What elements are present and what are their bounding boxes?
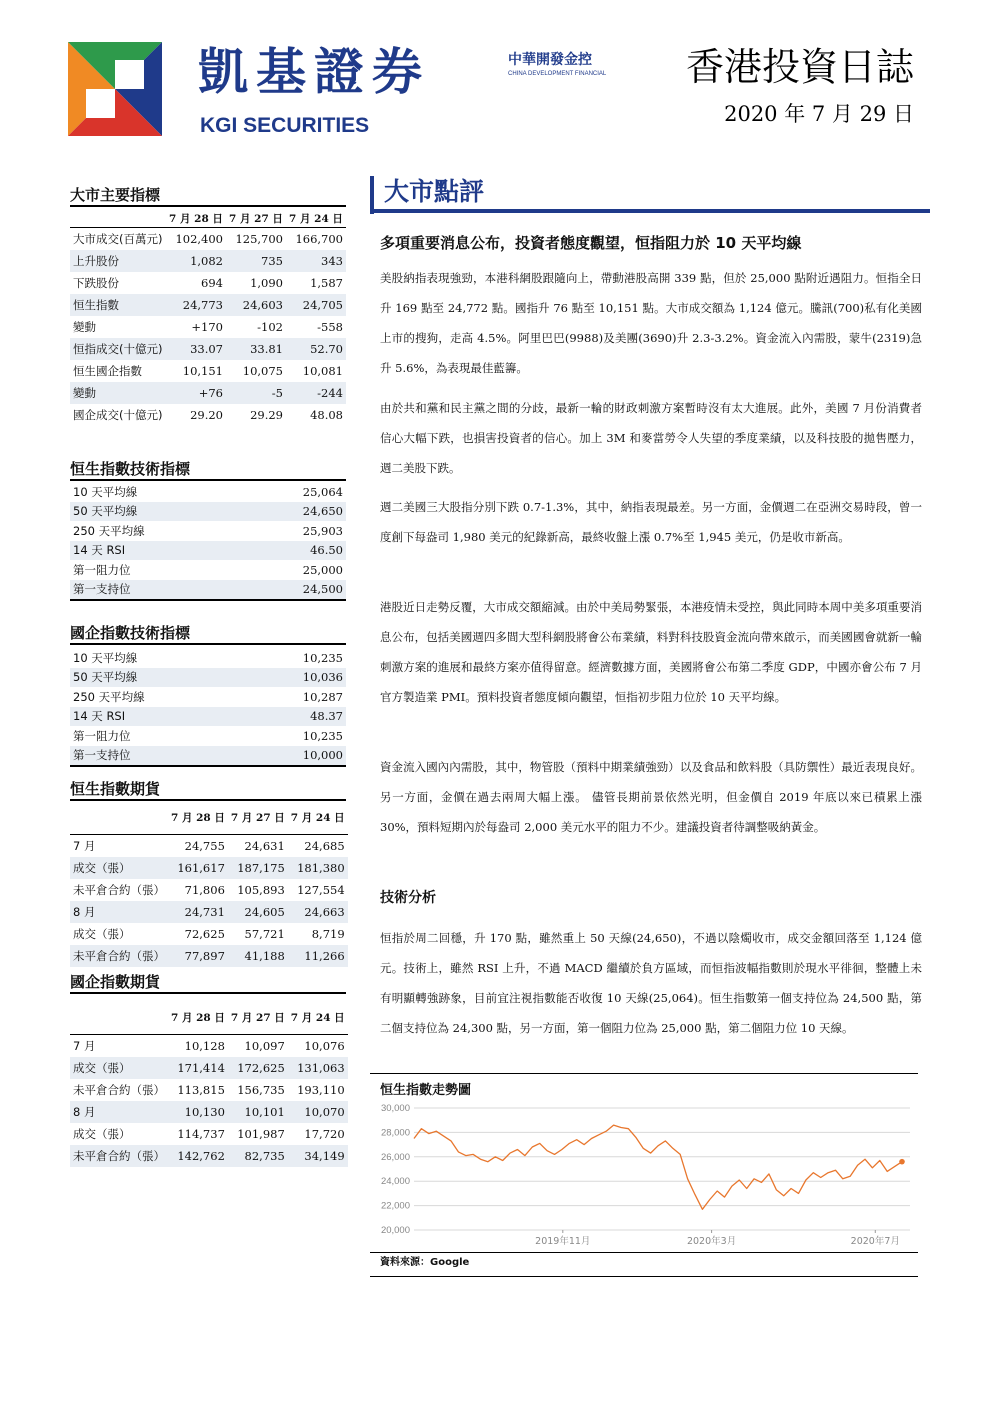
table-row <box>70 482 346 502</box>
cell: 113,815 <box>177 1083 225 1097</box>
cell: 10,151 <box>182 364 223 378</box>
cell: 125,700 <box>235 232 283 246</box>
cell: 10,235 <box>302 728 343 743</box>
cell: 29.29 <box>250 408 283 422</box>
table-row <box>70 228 346 251</box>
row-label: 50 天平均線 <box>70 502 243 522</box>
table-row <box>70 250 346 272</box>
row-label: 未平倉合約（張） <box>73 883 165 897</box>
cell: 10,287 <box>302 689 343 704</box>
cell: 46.50 <box>243 541 346 561</box>
kgi-logo <box>68 42 162 136</box>
row-label: 大市成交(百萬元) <box>73 232 163 246</box>
column-header: 7 月 28 日 <box>171 811 225 824</box>
table-row <box>70 945 348 967</box>
row-label: 第一支持位 <box>70 580 243 601</box>
table-row <box>70 272 346 294</box>
cell: 142,762 <box>168 1145 228 1167</box>
cell: 10,076 <box>288 1035 348 1058</box>
commentary-paragraph: 資金流入國內內需股，其中，物管股（預料中期業績強勁）以及食品和飲料股（具防禦性）最近表現良好。 另一方面，金價在過去兩周大幅上漲。 儘管長期前景依然光明，但金價自 2019 年底以來已積累上漲 30%，預料短期內於每盎司 2,000 美元水平的阻力不少。建議投資者待調整吸納黃金。 <box>380 760 922 834</box>
row-label: 250 天平均線 <box>73 689 145 704</box>
cell: 156,735 <box>237 1083 285 1097</box>
row-label: 250 天平均線 <box>73 523 145 538</box>
table-row <box>70 668 346 688</box>
table-row <box>70 502 346 522</box>
cell: 24,663 <box>288 901 348 923</box>
cell: 24,685 <box>288 835 348 858</box>
cell: 71,806 <box>184 883 225 897</box>
commentary-paragraph: 港股近日走勢反覆，大市成交額縮減。由於中美局勢緊張，本港疫情未受控，與此同時本周中美多項重要消息公布，包括美國週四多間大型科網股將會公布業績，料對科技股資金流向帶來啟示，而美國國會就新一輪刺激方案的進展和最終方案亦值得留意。經濟數據方面，美國將會公布第二季度 GDP，中國亦會公布 7 月官方製造業 PMI。預料投資者態度傾向觀望，恒指初步阻力位於 10 天平均線。 <box>380 600 922 704</box>
row-label: 變動 <box>70 382 166 404</box>
report-date: 2020 年 7 月 29 日 <box>724 102 914 126</box>
cell: 10,130 <box>168 1101 228 1123</box>
hsi-technical-table <box>70 482 346 601</box>
row-label: 成交（張） <box>70 1057 168 1079</box>
chart-top-rule <box>370 1073 918 1074</box>
hscei-futures-table <box>70 1000 348 1167</box>
y-tick-label: 28,000 <box>380 1127 410 1139</box>
cell: 10,000 <box>243 746 346 767</box>
row-label: 國企成交(十億元) <box>73 408 163 422</box>
y-tick-label: 20,000 <box>380 1225 410 1236</box>
table-row <box>70 746 346 767</box>
table-header-row <box>70 1000 348 1035</box>
column-header: 7 月 28 日 <box>166 209 226 228</box>
cell: 10,036 <box>243 668 346 688</box>
column-header: 7 月 27 日 <box>230 1011 285 1024</box>
cell: 17,720 <box>304 1127 345 1141</box>
table-row <box>70 294 346 316</box>
cell: 1,587 <box>310 276 343 290</box>
cell: 172,625 <box>228 1057 288 1079</box>
y-tick-label: 26,000 <box>380 1151 410 1163</box>
cell: 1,090 <box>250 276 283 290</box>
table-row <box>70 404 346 426</box>
cell: 10,081 <box>302 364 343 378</box>
cell: 101,987 <box>237 1127 285 1141</box>
cell: 48.08 <box>310 408 343 422</box>
x-tick-label: 2020年7月 <box>850 1236 900 1247</box>
cell: 52.70 <box>286 338 346 360</box>
row-label: 未平倉合約（張） <box>70 945 168 967</box>
cell: -5 <box>226 382 286 404</box>
table-row <box>70 1079 348 1101</box>
row-label: 第一阻力位 <box>73 562 131 577</box>
cell: 114,737 <box>177 1127 225 1141</box>
table-row <box>70 316 346 338</box>
hsi-futures-title: 恒生指數期貨 <box>70 780 346 801</box>
cell: +76 <box>166 382 226 404</box>
hscei-technical-table <box>70 648 346 767</box>
cell: 24,705 <box>286 294 346 316</box>
cell: 131,063 <box>288 1057 348 1079</box>
table-row <box>70 1057 348 1079</box>
cell: 82,735 <box>228 1145 288 1167</box>
table-row <box>70 857 348 879</box>
market-indicators-table <box>70 209 346 426</box>
row-label: 成交（張） <box>73 1127 131 1141</box>
table-row <box>70 382 346 404</box>
cell: 57,721 <box>244 927 285 941</box>
cell: 24,755 <box>168 835 228 858</box>
cell: 187,175 <box>228 857 288 879</box>
series-line <box>414 1125 902 1209</box>
chart-end-rule <box>370 1276 918 1277</box>
table-row <box>70 648 346 668</box>
market-indicators-title: 大市主要指標 <box>70 186 346 207</box>
table-row <box>70 1035 348 1058</box>
cell: 343 <box>286 250 346 272</box>
column-header: 7 月 24 日 <box>286 209 346 228</box>
cell: 24,500 <box>243 580 346 601</box>
cell: 24,773 <box>166 294 226 316</box>
cell: 24,650 <box>243 502 346 522</box>
commentary-paragraph: 美股納指表現強勁，本港科網股跟隨向上，帶動港股高開 339 點，但於 25,000 點附近遇阻力。恒指全日升 169 點至 24,772 點。國指升 76 點至 10,151 點。大市成交額為 1,124 億元。騰訊(700)私有化美國上市的搜狗，走高 4.5%。阿里巴巴(9988)及美團(3690)升 2.3-3.2%。資金流入內需股，蒙牛(2319)急升 5.6%，為表現最佳藍籌。 <box>380 271 922 375</box>
parent-company-english: CHINA DEVELOPMENT FINANCIAL <box>508 71 607 77</box>
table-row <box>70 707 346 727</box>
table-row <box>70 835 348 858</box>
table-row <box>70 901 348 923</box>
technical-analysis-paragraph: 恒指於周二回穩，升 170 點，雖然重上 50 天線(24,650)，不過以陰燭收市，成交金額回落至 1,124 億元。技術上，雖然 RSI 上升，不過 MACD 繼續於負方區域，而恒指波幅指數則於現水平徘徊，整體上未有明顯轉強跡象，目前宜注視指數能否收復 10 天線(25,064)。恒生指數第一個支持位為 24,500 點，第二個支持位為 24,300 點，另一方面，第一個阻力位為 25,000 點，第二個阻力位 10 天線。 <box>380 931 922 1035</box>
commentary-headline: 多項重要消息公布，投資者態度觀望，恒指阻力於 10 天平均線 <box>380 234 802 252</box>
row-label: 7 月 <box>70 835 168 858</box>
hsi-trend-chart <box>370 1098 918 1250</box>
cell: -558 <box>317 320 343 334</box>
cell: 48.37 <box>243 707 346 727</box>
cell: 694 <box>201 276 223 290</box>
hscei-futures-title: 國企指數期貨 <box>70 973 346 994</box>
row-label: 8 月 <box>70 1101 168 1123</box>
table-row <box>70 1123 348 1145</box>
commentary-paragraph: 週二美國三大股指分別下跌 0.7-1.3%，其中，納指表現最差。另一方面，金價週二在亞洲交易時段，曾一度創下每盎司 1,980 美元的紀錄新高，最終收盤上漲 0.7%至 1,945 美元，仍是收市新高。 <box>380 500 922 544</box>
table-row <box>70 726 346 746</box>
column-header: 7 月 24 日 <box>290 811 345 824</box>
cell: 161,617 <box>168 857 228 879</box>
row-label: 第一支持位 <box>70 746 243 767</box>
row-label: 14 天 RSI <box>70 707 243 727</box>
cell: 105,893 <box>237 883 285 897</box>
commentary-divider <box>370 209 930 213</box>
report-title: 香港投資日誌 <box>685 45 914 89</box>
cell: 24,731 <box>168 901 228 923</box>
cell: 10,235 <box>302 650 343 665</box>
cell: 8,719 <box>311 927 345 941</box>
table-row <box>70 1101 348 1123</box>
row-label: 上升股份 <box>70 250 166 272</box>
x-tick-label: 2019年11月 <box>535 1236 591 1247</box>
cell: 33.81 <box>226 338 286 360</box>
table-row <box>70 1145 348 1167</box>
cell: 77,897 <box>168 945 228 967</box>
brand-name-english: KGI SECURITIES <box>200 114 370 137</box>
table-row <box>70 521 346 541</box>
cell: 10,070 <box>288 1101 348 1123</box>
row-label: 恒生指數 <box>70 294 166 316</box>
column-header: 7 月 28 日 <box>171 1011 225 1024</box>
cell: 25,064 <box>302 484 343 499</box>
chart-bottom-rule <box>370 1252 918 1253</box>
cell: 25,000 <box>302 562 343 577</box>
row-label: 未平倉合約（張） <box>73 1083 165 1097</box>
table-row <box>70 879 348 901</box>
cell: 29.20 <box>190 408 223 422</box>
commentary-title: 大市點評 <box>384 177 485 206</box>
row-label: 恒指成交(十億元) <box>70 338 166 360</box>
cell: 102,400 <box>175 232 223 246</box>
cell: -244 <box>286 382 346 404</box>
column-header: 7 月 27 日 <box>230 811 285 824</box>
chart-source: 資料來源：Google <box>380 1257 470 1268</box>
cell: 41,188 <box>228 945 288 967</box>
row-label: 14 天 RSI <box>70 541 243 561</box>
row-label: 變動 <box>73 320 96 334</box>
cell: 25,903 <box>302 523 343 538</box>
row-label: 成交（張） <box>73 927 131 941</box>
table-row <box>70 687 346 707</box>
hsi-technical-title: 恒生指數技術指標 <box>70 460 346 481</box>
hscei-technical-title: 國企指數技術指標 <box>70 624 346 645</box>
row-label: 第一阻力位 <box>73 728 131 743</box>
cell: 193,110 <box>297 1083 345 1097</box>
cell: 10,101 <box>228 1101 288 1123</box>
y-tick-label: 24,000 <box>380 1176 410 1188</box>
table-row <box>70 580 346 601</box>
cell: -102 <box>257 320 283 334</box>
parent-company-chinese: 中華開發金控 <box>508 52 592 68</box>
row-label: 10 天平均線 <box>73 650 138 665</box>
y-tick-label: 30,000 <box>380 1103 410 1114</box>
brand-name-chinese: 凱基證券 <box>198 43 430 101</box>
row-label: 7 月 <box>70 1035 168 1058</box>
row-label: 未平倉合約（張） <box>70 1145 168 1167</box>
row-label: 成交（張） <box>70 857 168 879</box>
cell: 24,631 <box>228 835 288 858</box>
cell: 72,625 <box>184 927 225 941</box>
chart-title: 恒生指數走勢圖 <box>380 1083 472 1098</box>
x-tick-label: 2020年3月 <box>686 1236 737 1247</box>
cell: 166,700 <box>295 232 343 246</box>
cell: 24,605 <box>228 901 288 923</box>
cell: 34,149 <box>288 1145 348 1167</box>
row-label: 下跌股份 <box>73 276 119 290</box>
table-row <box>70 360 346 382</box>
hsi-futures-table <box>70 800 348 967</box>
cell: 735 <box>226 250 286 272</box>
column-header: 7 月 27 日 <box>226 209 286 228</box>
cell: 1,082 <box>166 250 226 272</box>
row-label: 10 天平均線 <box>73 484 138 499</box>
cell: 10,097 <box>228 1035 288 1058</box>
table-header-row <box>70 209 346 228</box>
cell: +170 <box>191 320 223 334</box>
table-header-row <box>70 800 348 835</box>
row-label: 50 天平均線 <box>70 668 243 688</box>
cell: 10,128 <box>168 1035 228 1058</box>
cell: 171,414 <box>168 1057 228 1079</box>
cell: 10,075 <box>242 364 283 378</box>
commentary-paragraph: 由於共和黨和民主黨之間的分歧，最新一輪的財政刺激方案暫時沒有太大進展。此外，美國 7 月份消費者信心大幅下跌，也損害投資者的信心。加上 3M 和麥當勞令人失望的季度業績，以及科技股的拋售壓力，週二美股下跌。 <box>380 401 922 475</box>
column-header: 7 月 24 日 <box>290 1011 345 1024</box>
cell: 127,554 <box>297 883 345 897</box>
row-label: 8 月 <box>70 901 168 923</box>
series-end-point <box>899 1159 905 1165</box>
table-row <box>70 338 346 360</box>
table-row <box>70 560 346 580</box>
cell: 181,380 <box>288 857 348 879</box>
cell: 33.07 <box>166 338 226 360</box>
technical-analysis-title: 技術分析 <box>380 890 436 906</box>
cell: 24,603 <box>226 294 286 316</box>
table-row <box>70 923 348 945</box>
row-label: 恒生國企指數 <box>73 364 142 378</box>
table-row <box>70 541 346 561</box>
y-tick-label: 22,000 <box>380 1200 410 1212</box>
cell: 11,266 <box>288 945 348 967</box>
